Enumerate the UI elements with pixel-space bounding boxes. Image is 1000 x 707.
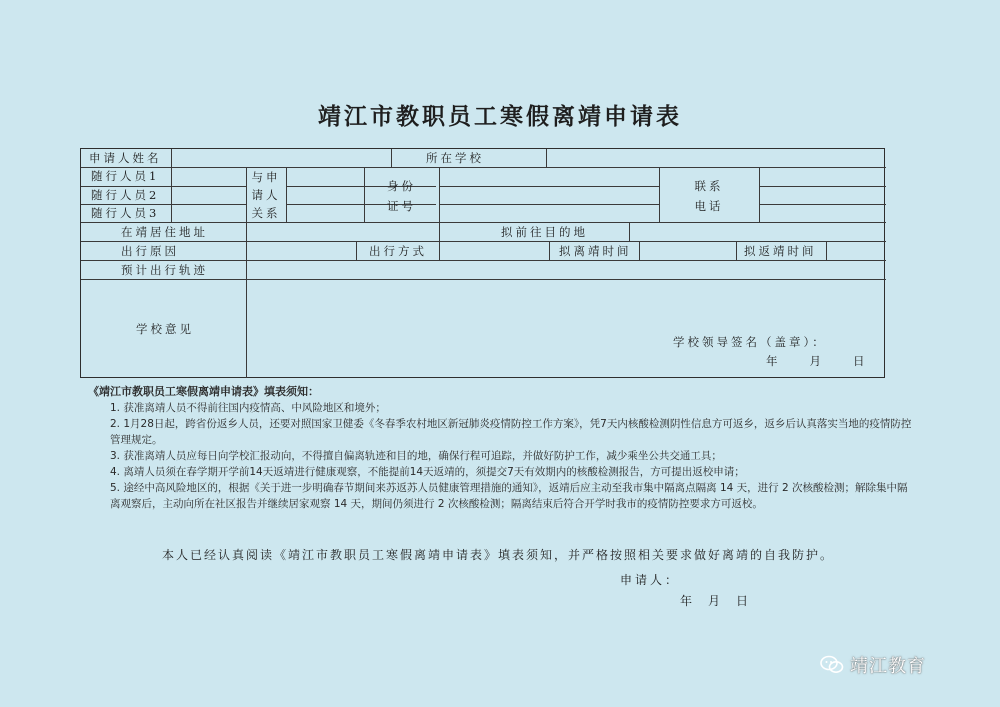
declaration-text: 本人已经认真阅读《靖江市教职员工寒假离靖申请表》填表须知，并严格按照相关要求做好离靖的自我防护。 (162, 548, 835, 562)
mode-label: 出行方式 (369, 244, 427, 258)
watermark-text: 靖江教育 (850, 656, 926, 677)
school-opinion-label: 学校意见 (136, 322, 194, 336)
watermark (820, 652, 926, 678)
id-number-label: 身份 证号 (387, 179, 416, 213)
opinion-date: 年 月 日 (766, 354, 868, 368)
applicant-signature-label: 申请人： (620, 573, 681, 587)
companion-1-label: 随行人员1 (91, 169, 160, 183)
instruction-item: 3. 获准离靖人员应每日向学校汇报动向，不得擅自偏离轨迹和目的地，确保行程可追踪，并做好防护工作，减少乘坐公共交通工具； (110, 450, 722, 462)
destination-label: 拟前往目的地 (501, 225, 588, 239)
form-title: 靖江市教职员工寒假离靖申请表 (318, 103, 682, 130)
school-label: 所在学校 (426, 151, 484, 165)
instruction-item: 5. 途经中高风险地区的，根据《关于进一步明确春节期间来苏返苏人员健康管理措施的通知》，返靖后应主动至我市集中隔离点隔离 14 天，进行 2 次核酸检测；解除集中隔离观察后，主动向所在社区报告并继续居家观察 14 天，期间仍须进行 2 次核酸检测；隔离结束后符合开学时我市的疫情防控要求方可返校。 (110, 482, 908, 510)
return-time-label: 拟返靖时间 (744, 244, 817, 258)
reason-label: 出行原因 (121, 244, 179, 258)
instructions-heading: 《靖江市教职员工寒假离靖申请表》填表须知： (88, 385, 319, 398)
instruction-item: 2. 1月28日起，跨省份返乡人员，还要对照国家卫健委《冬春季农村地区新冠肺炎疫情防控工作方案》，凭7天内核酸检测阴性信息方可返乡，返乡后认真落实当地的疫情防控管理规定。 (110, 418, 912, 446)
filling-instructions (88, 384, 916, 512)
phone-label: 联系 电话 (694, 179, 724, 213)
application-form-table (80, 148, 885, 378)
residence-label: 在靖居住地址 (121, 225, 208, 239)
leader-signature-label: 学校领导签名（盖章）： (673, 335, 827, 349)
route-label: 预计出行轨迹 (121, 263, 208, 277)
instruction-item: 4. 离靖人员须在春学期开学前14天返靖进行健康观察，不能提前14天返靖的，须提交7天有效期内的核酸检测报告，方可提出返校申请； (110, 466, 745, 478)
applicant-name-label: 申请人姓名 (89, 151, 162, 165)
relation-label: 与申 请人 关系 (251, 170, 281, 220)
instruction-item: 1. 获准离靖人员不得前往国内疫情高、中风险地区和境外； (110, 402, 386, 414)
companion-3-label: 随行人员3 (91, 206, 160, 220)
applicant-date: 年 月 日 (680, 594, 751, 608)
leave-time-label: 拟离靖时间 (559, 244, 632, 258)
companion-2-label: 随行人员2 (91, 188, 160, 202)
wechat-icon (820, 655, 844, 675)
